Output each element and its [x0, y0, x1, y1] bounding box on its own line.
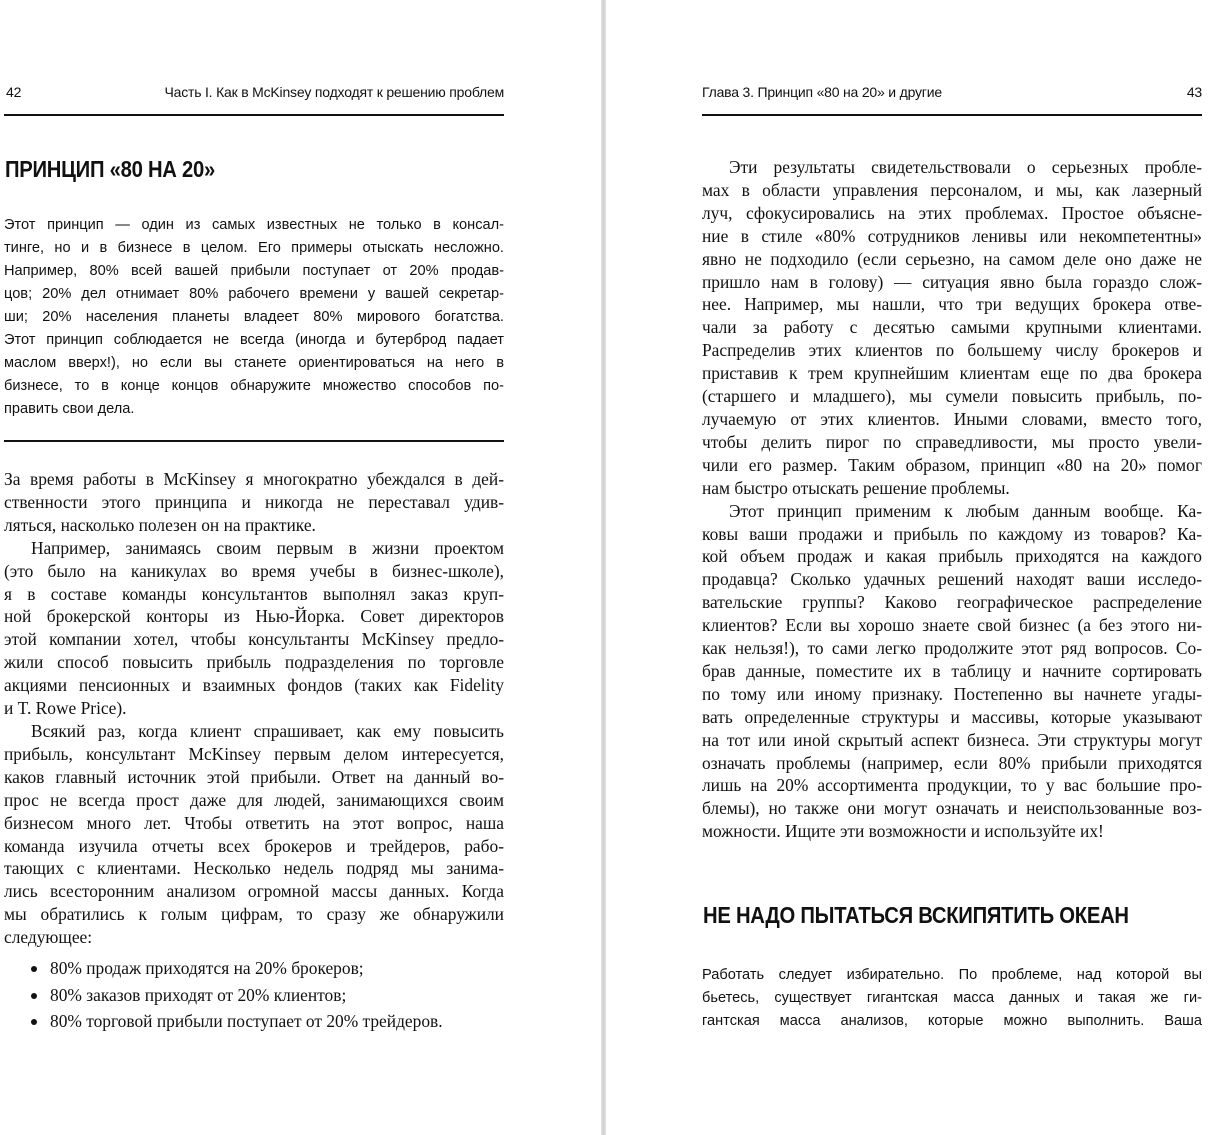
body-line: я в составе команды консультантов выполнял заказ круп- — [4, 583, 504, 604]
body-line: лучаемую от этих клиентов. Иными словами, вместо того, — [702, 408, 1202, 429]
body-line: на тот или иной скрытый аспект бизнеса. Эти структуры могут — [702, 729, 1202, 750]
body-line: и T. Rowe Price). — [4, 698, 127, 719]
body-line: следующее: — [4, 927, 93, 948]
body-line: кой объем продаж и какая прибыль приходятся на каждого — [702, 546, 1202, 567]
body-line: ственности этого принципа и никогда не переставал удив- — [4, 491, 504, 512]
header-rule — [702, 114, 1202, 116]
body-line: (это было на каникулах во время учебы в бизнес-школе), — [4, 560, 504, 581]
body-line: вательские группы? Каково географическое распределение — [702, 592, 1202, 613]
intro-paragraph — [702, 964, 1202, 1033]
body-line: можности. Ищите эти возможности и используйте их! — [702, 821, 1104, 842]
body-line: Этот принцип применим к любым данным вообще. Ка- — [729, 500, 1202, 521]
body-line: блемы), но также они могут означать и неиспользованные воз- — [702, 798, 1202, 819]
body-line: лись всесторонним анализом огромной массы данных. Когда — [4, 881, 504, 902]
intro-line: бьетесь, существует гигантская масса данных и такая же ги- — [702, 990, 1202, 1006]
intro-line: Этот принцип — один из самых известных не только в консал- — [4, 217, 504, 233]
page-number: 43 — [1186, 84, 1202, 100]
body-line: брав данные, поместите их в таблицу и начните сортировать — [702, 660, 1202, 681]
body-line: чили его размер. Таким образом, принцип «80 на 20» помог — [702, 454, 1202, 475]
body-line: За время работы в McKinsey я многократно убеждался в дей- — [4, 469, 504, 489]
body-line: пришло нам в голову) — ситуация явно была гораздо слож- — [702, 271, 1202, 292]
body-line: бизнесом много лет. Чтобы ответить на этот вопрос, наша — [4, 812, 504, 833]
body-line: мах в области управления персоналом, и мы, как лазерный — [702, 179, 1202, 200]
bullet-list — [22, 955, 502, 1035]
section-heading: ПРИНЦИП «80 НА 20» — [5, 156, 215, 182]
bullet-text: 80% торговой прибыли поступает от 20% трейдеров. — [50, 1011, 443, 1032]
left-page — [0, 0, 602, 1135]
intro-line: Например, 80% всей вашей прибыли поступает от 20% продав- — [4, 263, 504, 279]
body-line: ние в стиле «80% сотрудников ленивы или некомпетентны» — [702, 225, 1202, 246]
intro-line: бизнесе, то в конце концов обнаружите множество способов по- — [4, 378, 504, 394]
body-line: прос не всегда прост даже для людей, занимающихся своим — [4, 789, 504, 810]
body-line: по тому или иному признаку. Постепенно вы начнете угады- — [702, 683, 1202, 704]
intro-line: Этот принцип соблюдается не всегда (иногда и бутерброд падает — [4, 332, 504, 348]
body-line: продавца? Сколько удачных решений находят ваши исследо- — [702, 569, 1202, 590]
body-text — [4, 468, 504, 949]
intro-line: Работать следует избирательно. По проблеме, над которой вы — [702, 967, 1202, 983]
section-rule — [4, 440, 504, 442]
body-line: каков главный источник этой прибыли. Ответ на данный во- — [4, 766, 504, 787]
body-line: нее. Например, мы нашли, что три ведущих брокера отве- — [702, 294, 1202, 315]
intro-line: ши; 20% населения планеты владеет 80% мирового богатства. — [4, 309, 504, 325]
body-line: тающих с клиентами. Несколько недель подряд мы занима- — [4, 858, 504, 879]
body-line: команда изучила отчеты всех брокеров и трейдеров, рабо- — [4, 835, 504, 856]
body-line: приставив к трем крупнейшим клиентам еще по два брокера — [702, 363, 1202, 384]
right-page — [606, 0, 1218, 1135]
body-line: клиентов? Если вы хорошо знаете свой бизнес (а без этого ни- — [702, 615, 1202, 636]
intro-line: гантская масса анализов, которые можно выполнить. Ваша — [702, 1013, 1202, 1029]
intro-line: маслом вверх!), но если вы станете ориентироваться на него в — [4, 355, 504, 371]
body-line: прибыль, консультант McKinsey первым делом интересуется, — [4, 743, 504, 764]
body-line: мы обратились к голым цифрам, то сразу же обнаружили — [4, 904, 504, 925]
body-line: чали за работу с десятью самыми крупными клиентами. — [702, 317, 1202, 338]
running-title: Часть I. Как в McKinsey подходят к решению проблем — [164, 84, 504, 100]
body-line: явно не подходило (если серьезно, на самом деле оно даже не — [702, 248, 1202, 269]
header-rule — [4, 114, 504, 116]
intro-line: тинге, но и в бизнесе в целом. Его примеры отыскать несложно. — [4, 240, 504, 256]
body-line: ной брокерской конторы из Нью-Йорка. Совет директоров — [4, 606, 504, 627]
body-line: вать определенные структуры и массивы, которые указывают — [702, 706, 1202, 727]
body-line: как нельзя!), то сами легко продолжите этот ряд вопросов. Со- — [702, 638, 1202, 659]
body-line: жили способ повысить прибыль подразделения по торговле — [4, 652, 504, 673]
bullet-item — [22, 982, 502, 1009]
bullet-dot-icon — [31, 966, 37, 972]
body-line: чтобы делить пирог по справедливости, мы просто увели- — [702, 431, 1202, 452]
body-line: означать проблемы (например, если 80% прибыли приходятся — [702, 752, 1202, 773]
section-heading: НЕ НАДО ПЫТАТЬСЯ ВСКИПЯТИТЬ ОКЕАН — [703, 902, 1129, 928]
bullet-text: 80% заказов приходят от 20% клиентов; — [50, 984, 347, 1005]
body-line: Эти результаты свидетельствовали о серьезных пробле- — [729, 157, 1202, 177]
intro-line: править свои дела. — [4, 401, 135, 417]
body-line: лишь на 20% ассортимента продукции, то у вас большие про- — [702, 775, 1202, 796]
body-line: этой компании хотел, чтобы консультанты McKinsey предло- — [4, 629, 504, 650]
bullet-item — [22, 1008, 502, 1035]
body-line: (старшего и младшего), мы сумели повысить прибыль, по- — [702, 386, 1202, 407]
page-number: 42 — [6, 84, 22, 100]
body-line: ляться, насколько полезен он на практике. — [4, 514, 316, 535]
bullet-dot-icon — [31, 1019, 37, 1025]
running-title: Глава 3. Принцип «80 на 20» и другие — [702, 84, 942, 100]
intro-line: цов; 20% дел отнимает 80% рабочего времени у вашей секретар- — [4, 286, 504, 302]
bullet-text: 80% продаж приходятся на 20% брокеров; — [50, 958, 364, 978]
intro-paragraph — [4, 214, 504, 421]
bullet-item — [22, 955, 502, 982]
body-line: акциями пенсионных и взаимных фондов (таких как Fidelity — [4, 675, 504, 696]
body-line: луч, сфокусировались на этих проблемах. Простое объясне- — [702, 202, 1202, 223]
body-line: ковы ваши продажи и прибыль по каждому из товаров? Ка- — [702, 523, 1202, 544]
body-line: Например, занимаясь своим первым в жизни проектом — [31, 537, 504, 558]
body-line: Всякий раз, когда клиент спрашивает, как ему повысить — [31, 720, 504, 741]
body-text — [702, 156, 1202, 843]
body-line: Распределив этих клиентов по большему числу брокеров и — [702, 340, 1202, 361]
body-line: нам быстро отыскать решение проблемы. — [702, 477, 1010, 498]
bullet-dot-icon — [31, 993, 37, 999]
